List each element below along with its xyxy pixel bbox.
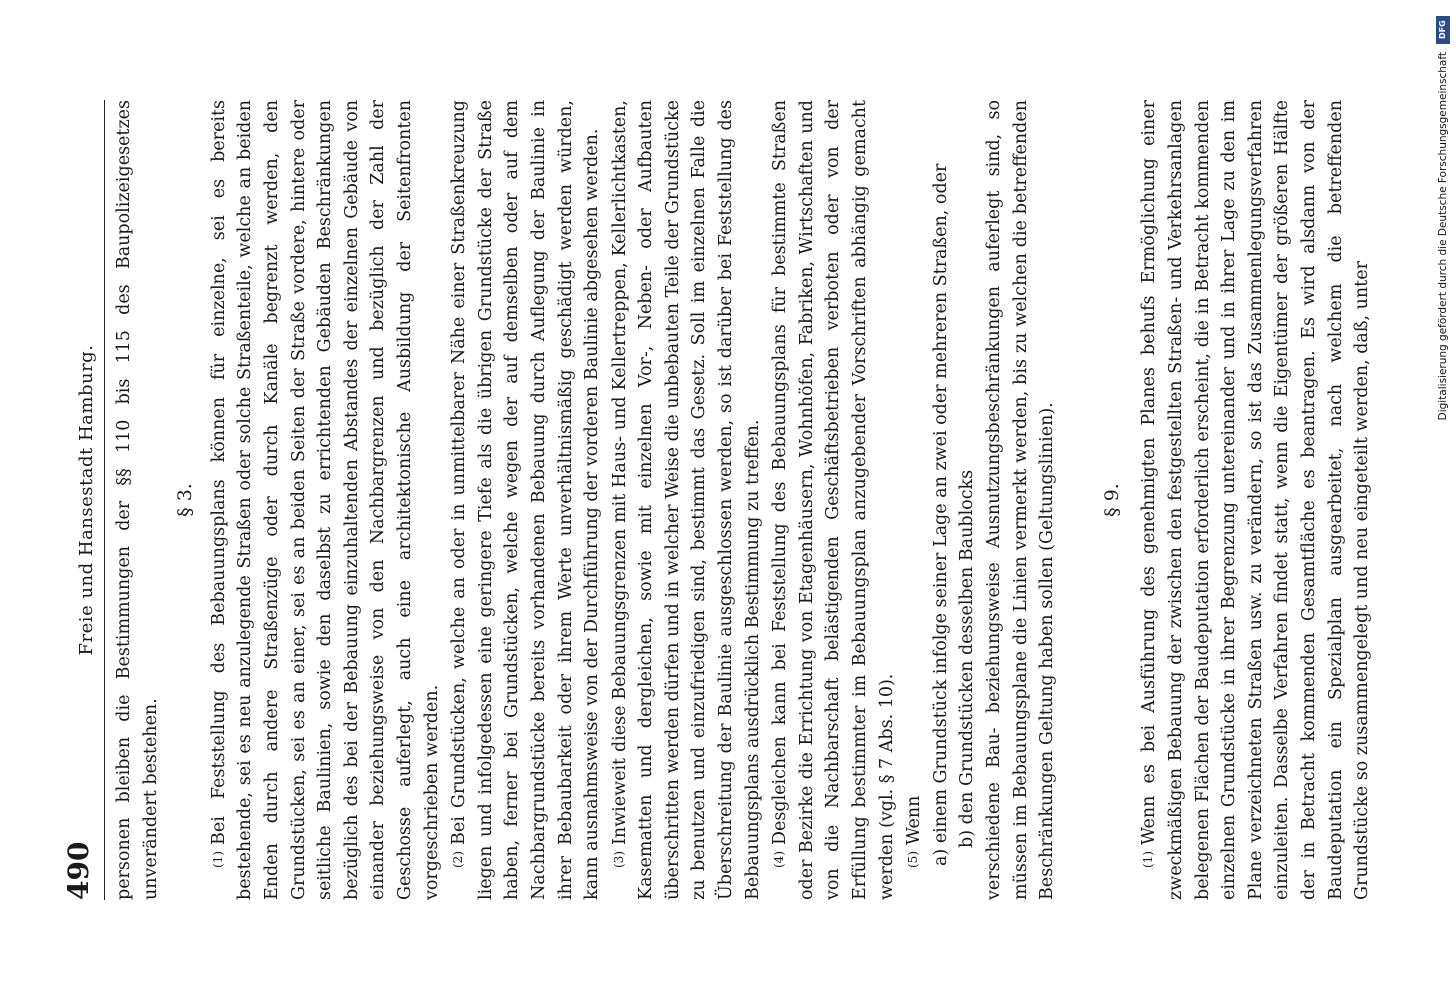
- paragraph-number: (3): [611, 851, 626, 868]
- section-3-heading: § 3.: [174, 483, 197, 517]
- paragraph-number: (2): [451, 851, 466, 868]
- section-3-paragraph-5-continuation: verschiedene Bau- beziehungsweise Ausnutzungsbeschränkungen auferlegt sind, so müssen im Bebauungsplane die Linien vermerkt werden, bis zu welchen die betreffenden Beschränkungen Geltung haben sollen (Geltungslinien).: [984, 100, 1058, 900]
- dfg-logo: DFG: [1436, 16, 1450, 44]
- intro-paragraph: personen bleiben die Bestimmungen der §§ 110 bis 115 des Baupolizeigesetzes unverändert bestehen.: [114, 100, 161, 900]
- section-3-paragraph-1: [205, 100, 445, 900]
- section-9-paragraph-1: [1135, 100, 1375, 900]
- running-head: Freie und Hansestadt Hamburg.: [76, 344, 97, 656]
- paragraph-number: (1): [210, 851, 225, 868]
- section-3-paragraph-3: [606, 100, 767, 900]
- paragraph-text: Inwieweit diese Bebauungsgrenzen mit Haus- und Kellertreppen, Kellerlichtkasten, Kasematten und dergleichen, sowie mit einzelnen Vor-, Neben- oder Aufbauten überschritten werden dürfen und in welcher Weise die unbebauten Teile der Grundstücke zu benutzen und einzufriedigen sind, bestimmt das Gesetz. Soll im einzelnen Falle die Überschreitung der Baulinie ausgeschlossen werden, so ist darüber bei Feststellung des Bebauungsplans ausdrücklich Bestimmung zu treffen.: [609, 100, 763, 900]
- dfg-attribution-text: Digitalisierung gefördert durch die Deutsche Forschungsgemeinschaft: [1437, 52, 1449, 421]
- paragraph-text: Desgleichen kann bei Feststellung des Bebauungsplans für bestimmte Straßen oder Bezirke die Errichtung von Etagenhäusern, Wohnhöfen, Fabriken, Wirtschaften und von die Nachbarschaft belästigenden Geschäftsbetrieben verboten oder von der Erfüllung bestimmter im Bebauungsplan anzugebender Vorschriften abhängig gemacht werden (vgl. § 7 Abs. 10).: [770, 100, 897, 900]
- paragraph-number: (5): [906, 851, 921, 868]
- paragraph-text: Wenn es bei Ausführung des genehmigten Planes behufs Ermöglichung einer zweckmäßigen Bebauung der zwischen den festgestellten Straßen- und Verkehrsanlagen belegenen Flächen der Baudeputation erforderlich erscheint, die in Betracht kommenden einzelnen Grundstücke in ihrer Begrenzung untereinander und in ihrer Lage zu den im Plane verzeichneten Straßen usw. zu verändern, so ist das Zusammenlegungsverfahren einzuleiten. Dasselbe Verfahren findet statt, wenn die Eigentümer der größeren Hälfte der in Betracht kommenden Gesamtfläche es beantragen. Es wird alsdann von der Baudeputation ein Spezialplan ausgearbeitet, nach welchem die betreffenden Grundstücke so zusammengelegt und neu eingeteilt werden, daß, unter: [1139, 100, 1373, 900]
- page-number: 490: [62, 841, 95, 900]
- paragraph-text: Bei Feststellung des Bebauungsplans können für einzelne, sei es bereits bestehende, sei es neu anzulegende Straßen oder solche Straßenteile, welche an beiden Enden durch andere Straßenzüge oder durch Kanäle begrenzt werden, den Grundstücken, sei es an einer, sei es an beiden Seiten der Straße vordere, hintere oder seitliche Baulinien, sowie den daselbst zu errichtenden Gebäuden Beschränkungen bezüglich des bei der Bebauung einzuhaltenden Abstandes der einzelnen Gebäude von einander beziehungsweise von den Nachbargrenzen und bezüglich der Zahl der Geschosse auferlegt, auch eine architektonische Ausbildung der Seitenfronten vorgeschrieben werden.: [208, 100, 442, 900]
- list-item-a: a) einem Grundstück infolge seiner Lage an zwei oder mehreren Straßen, oder: [930, 163, 951, 866]
- rotated-document-page: [62, 100, 1373, 900]
- paragraph-number: (4): [772, 851, 787, 868]
- section-3-paragraph-4: [766, 100, 900, 900]
- dfg-attribution: [1433, 8, 1453, 728]
- paragraph-number: (1): [1141, 851, 1156, 868]
- list-item-b: b) den Grundstücken desselben Baublocks: [957, 469, 978, 848]
- paragraph-text: Wenn: [904, 795, 925, 845]
- page-header: [62, 100, 105, 900]
- section-9-heading: § 9.: [1100, 483, 1123, 517]
- section-3-paragraph-2: [445, 100, 606, 900]
- paragraph-text: Bei Grundstücken, welche an oder in unmittelbarer Nähe einer Straßenkreuzung liegen und infolgedessen eine geringere Tiefe als die übrigen Grundstücke der Straße haben, ferner bei Grundstücken, welche wegen der auf demselben oder auf dem Nachbargrundstücke bereits vorhandenen Bebauung durch Auflegung der Baulinie in ihrer Bebaubarkeit oder ihrem Werte unverhältnismäßig geschädigt werden würden, kann ausnahmsweise von der Durchführung der vorderen Baulinie abgesehen werden.: [449, 100, 603, 900]
- section-3-paragraph-5: [900, 100, 928, 900]
